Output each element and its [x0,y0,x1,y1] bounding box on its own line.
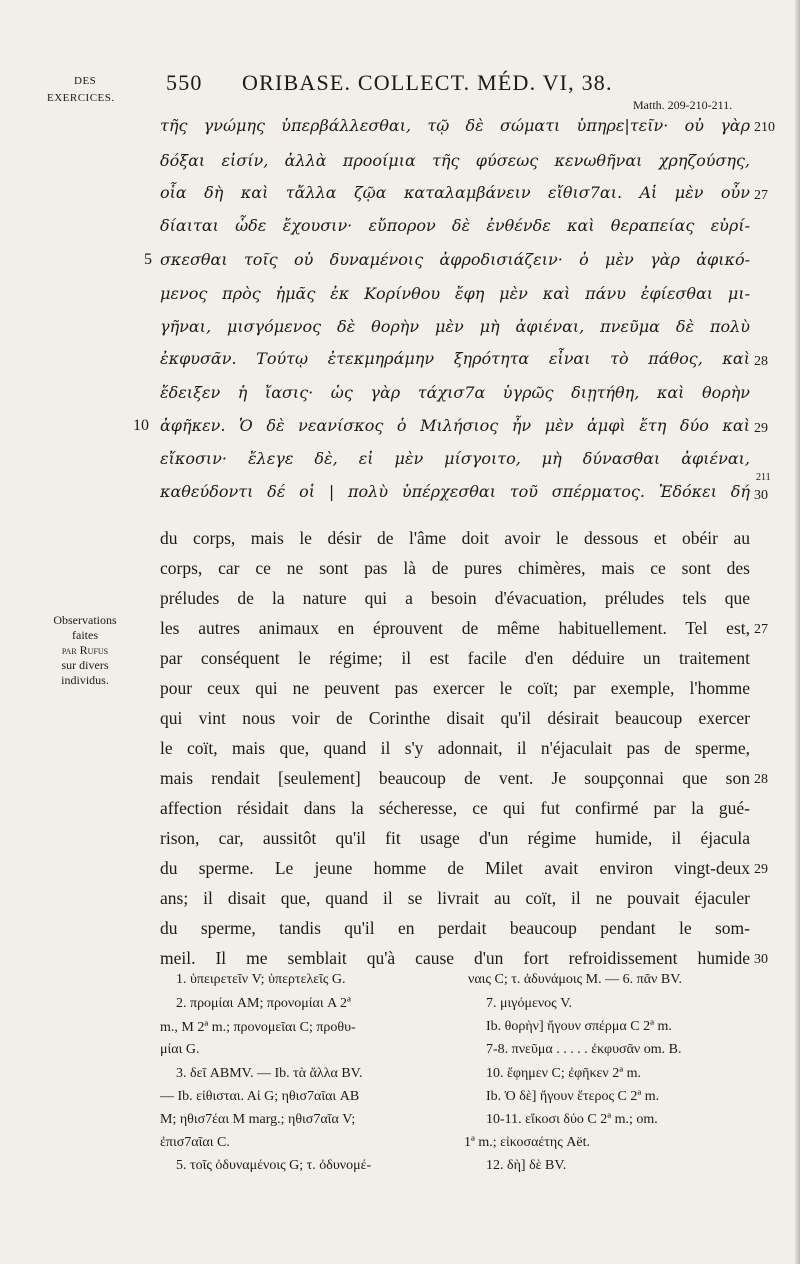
french-line: le coït, mais que, quand il s'y adonnait, il n'éjaculait pas de sperme, [160,738,750,758]
greek-line: καθεύδοντι δέ οἱ | πολὺ ὑπέρχεσθαι τοῦ σπέρματος. Ἐδόκει δή [160,482,750,501]
french-line: du sperme, tandis qu'il en perdait beaucoup pendant le som- [160,918,750,938]
sidebar-note-line: faites [72,628,98,642]
greek-line: σκεσθαι τοῖς οὐ δυναμένοις ἀφροδισιάζειν· ὁ μὲν γὰρ ἀφικό- [160,250,750,269]
french-line: du corps, mais le désir de l'âme doit avoir le dessous et obéir au [160,528,750,548]
margin-reference: 30 [754,952,768,967]
sidebar-heading-line1: DES [74,75,97,87]
margin-reference: 211 [756,472,771,483]
greek-line: εἴκοσιν· ἔλεγε δὲ, εἰ μὲν μίσγοιτο, μὴ δύνασθαι ἀφιέναι, [160,449,750,468]
margin-reference: 29 [754,862,768,877]
sidebar-heading-line2: EXERCICES. [47,92,115,104]
sidebar-note-line: par Rufus [61,643,109,657]
margin-reference: 27 [754,188,768,203]
greek-line: δίαιται ὧδε ἔχουσιν· εὔπορον δὲ ἐνθένδε καὶ θεραπείας εὑρί- [160,216,750,235]
greek-line: γῆναι, μισγόμενος δὲ θορὴν μὲν μὴ ἀφιέναι, πνεῦμα δὲ πολὺ [160,317,750,336]
french-line: qui vint nous voir de Corinthe disait qu'il désirait beaucoup exercer [160,708,750,728]
running-title: ORIBASE. COLLECT. MÉD. VI, 38. [242,70,613,95]
footnote-line: 10. ἔφημεν C; ἐφῆκεν 2ª m. [486,1066,642,1081]
footnote-line: 1. ὑπειρετεῖν V; ὑπερτελεῖς G. [176,972,346,987]
matthaei-reference: Matth. 209-210-211. [633,98,733,112]
margin-reference: 27 [754,622,768,637]
footnote-line: 3. δεῖ ABMV. — Ib. τὰ ἄλλα BV. [176,1066,363,1081]
line-number: 5 [144,251,152,268]
sidebar-note-line: individus. [61,673,109,687]
french-line: affection résidait dans la sécheresse, ce qui fut confirmé par la gué- [160,798,750,818]
footnote-line: 5. τοῖς ὀδυναμένοις G; τ. ὀδυνομέ- [176,1158,372,1173]
footnote-line: 7-8. πνεῦμα . . . . . ἐκφυσᾶν om. B. [486,1042,682,1057]
french-line: mais rendait [seulement] beaucoup de vent. Je soupçonnai que son [160,768,750,788]
french-line: du sperme. Le jeune homme de Milet avait environ vingt-deux [160,858,750,878]
footnote-line: — Ib. εἰθισται. Αἱ G; ηθισ7αῖαι AB [160,1089,360,1104]
footnote-line: m., M 2ª m.; προνομεῖαι C; προθυ- [160,1020,356,1035]
margin-reference: 210 [754,120,775,135]
greek-line: μενος πρὸς ἡμᾶς ἐκ Κορίνθου ἔφη μὲν καὶ πάνυ ἐφίεσθαι μι- [160,284,750,303]
margin-reference: 29 [754,421,768,436]
footnote-line: 7. μιγόμενος V. [486,996,573,1011]
french-line: les autres animaux en éprouvent de même habituellement. Tel est, [160,618,750,638]
footnote-line: 10-11. εἴκοσι δύο C 2ª m.; om. [486,1112,658,1127]
french-line: pour ceux qui ne peuvent pas exercer le coït; par exemple, l'homme [160,678,750,698]
footnote-line: Ib. θορὴν] ἤγουν σπέρμα C 2ª m. [486,1019,672,1034]
footnote-line: M; ηθισ7έαι M marg.; ηθισ7αῖα V; [160,1112,356,1127]
margin-reference: 28 [754,354,768,369]
margin-reference: 28 [754,772,768,787]
french-line: rison, car, aussitôt qu'il fit usage d'un régime humide, il éjacula [160,828,750,848]
french-line: corps, car ce ne sont pas là de pures chimères, mais ce sont des [160,558,750,578]
footnote-line: 2. προμίαι AM; προνομίαι A 2ª [176,996,351,1011]
french-line: meil. Il me semblait qu'à cause d'un fort refroidissement humide [160,948,750,968]
margin-reference: 30 [754,488,768,503]
french-line: ans; il disait que, quand il se livrait au coït, il ne pouvait éjaculer [160,888,750,908]
footnote-line: 12. δὴ] δὲ BV. [486,1158,567,1173]
greek-line: ἀφῆκεν. Ὁ δὲ νεανίσκος ὁ Μιλήσιος ἦν μὲν ἀμφὶ ἔτη δύο καὶ [160,416,750,435]
footnote-line: ἐπισ7αῖαι C. [160,1135,230,1150]
page-edge-shadow [794,0,800,1264]
french-line: préludes de la nature qui a besoin d'évacuation, préludes tels que [160,588,750,608]
footnote-line: 1ª m.; εἰκοσαέτης Aët. [464,1135,590,1150]
sidebar-note-line: sur divers [61,658,109,672]
greek-line: ἐκφυσᾶν. Τούτῳ ἐτεκμηράμην ξηρότητα εἶναι τὸ πάθος, καὶ [160,349,750,368]
french-line: par conséquent le régime; il est facile d'en déduire un traitement [160,648,750,668]
footnote-line: Ib. Ὁ δὲ] ἤγουν ἕτερος C 2ª m. [486,1089,660,1104]
greek-line: οἷα δὴ καὶ τἄλλα ζῷα καταλαμβάνειν εἴθισ7αι. Αἱ μὲν οὖν [160,183,750,202]
footnote-line: ναις C; τ. ἀδυνάμοις M. — 6. πᾶν BV. [468,972,682,987]
greek-line: ἔδειξεν ἡ ἴασις· ὡς γὰρ τάχισ7α ὑγρῶς διῃτήθη, καὶ θορὴν [160,383,750,402]
greek-line: τῆς γνώμης ὑπερβάλλεσθαι, τῷ δὲ σώματι ὑπηρε|τεῖν· οὐ γὰρ [160,116,750,135]
line-number: 10 [133,417,149,434]
sidebar-note [30,613,140,688]
page-number: 550 [166,70,203,95]
footnote-line: μίαι G. [160,1042,200,1057]
sidebar-note-line: Observations [53,613,117,627]
greek-line: δόξαι εἰσίν, ἀλλὰ προοίμια τῆς φύσεως κενωθῆναι χρηζούσης, [160,151,750,170]
